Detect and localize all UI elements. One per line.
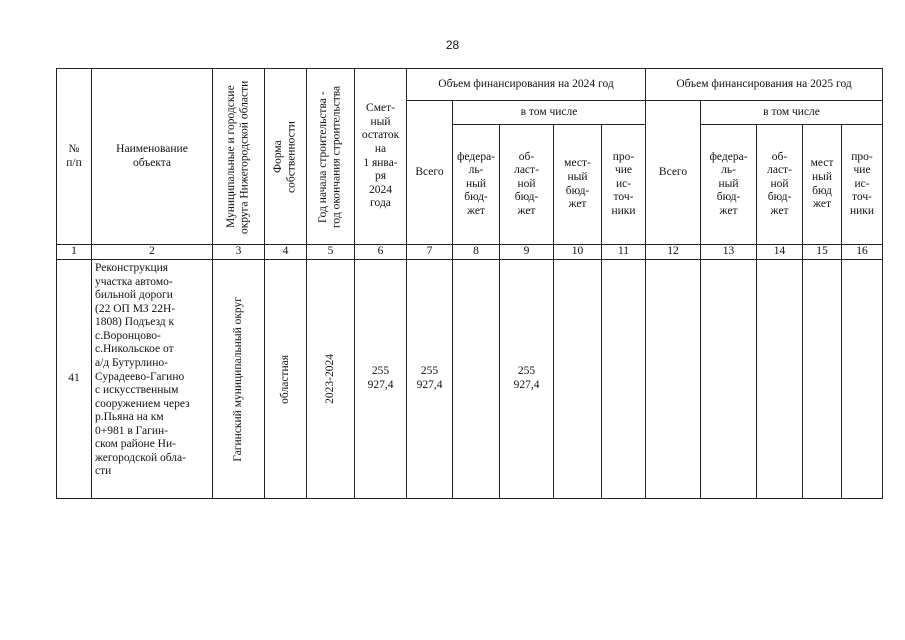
total-2024: 255 927,4: [407, 260, 453, 499]
header-regional-2025: об- ласт- ной бюд- жет: [757, 125, 803, 245]
column-numbers-row: [57, 245, 883, 260]
ownership: областная: [265, 260, 307, 499]
header-regional-2024: об- ласт- ной бюд- жет: [500, 125, 554, 245]
header-col-ownership: Форма собственности: [265, 69, 307, 245]
header-total-2024: Всего: [407, 101, 453, 245]
column-number: 9: [500, 245, 554, 260]
total-2025: [646, 260, 701, 499]
column-number: 15: [803, 245, 842, 260]
column-number: 13: [701, 245, 757, 260]
column-number: 6: [355, 245, 407, 260]
column-number: 7: [407, 245, 453, 260]
column-number: 16: [842, 245, 883, 260]
header-other-2025: про- чие ис- точ- ники: [842, 125, 883, 245]
table-row: [57, 260, 883, 499]
header-including-2025: в том числе: [701, 101, 883, 125]
header-col-name: Наименование объекта: [92, 69, 213, 245]
header-col-number: № п/п: [57, 69, 92, 245]
column-number: 11: [602, 245, 646, 260]
row-number: 41: [57, 260, 92, 499]
years: 2023-2024: [307, 260, 355, 499]
column-number: 14: [757, 245, 803, 260]
local-2024: [554, 260, 602, 499]
column-number: 4: [265, 245, 307, 260]
header-total-2025: Всего: [646, 101, 701, 245]
header-other-2024: про- чие ис- точ- ники: [602, 125, 646, 245]
column-number: 1: [57, 245, 92, 260]
other-2025: [842, 260, 883, 499]
financing-table: [56, 68, 883, 499]
header-including-2024: в том числе: [453, 101, 646, 125]
other-2024: [602, 260, 646, 499]
header-federal-2024: федера- ль- ный бюд- жет: [453, 125, 500, 245]
header-col-years: Год начала строительства - год окончания строительства: [307, 69, 355, 245]
district: Гагинский муниципальный округ: [213, 260, 265, 499]
federal-2024: [453, 260, 500, 499]
header-col-estimate: Смет- ный остаток на 1 янва- ря 2024 года: [355, 69, 407, 245]
header-federal-2025: федера- ль- ный бюд- жет: [701, 125, 757, 245]
local-2025: [803, 260, 842, 499]
column-number: 10: [554, 245, 602, 260]
header-local-2025: мест ный бюд жет: [803, 125, 842, 245]
column-number: 3: [213, 245, 265, 260]
header-local-2024: мест- ный бюд- жет: [554, 125, 602, 245]
column-number: 12: [646, 245, 701, 260]
column-number: 2: [92, 245, 213, 260]
header-group-2024: Объем финансирования на 2024 год: [407, 69, 646, 101]
header-group-2025: Объем финансирования на 2025 год: [646, 69, 883, 101]
regional-2024: 255 927,4: [500, 260, 554, 499]
column-number: 8: [453, 245, 500, 260]
regional-2025: [757, 260, 803, 499]
header-col-district: Муниципальные и городские округа Нижегородской области: [213, 69, 265, 245]
page-number: 28: [445, 38, 460, 52]
object-name: Реконструкция участка автомо- бильной дороги (22 ОП МЗ 22Н- 1808) Подъезд к с.Воронцово- с.Никольское от а/д Бутурлино- Сурадеево-Гагино с искусственным сооружением через р.Пьяна на км 0+981 в Гагин- ском районе Ни- жегородской обла- сти: [92, 260, 213, 499]
column-number: 5: [307, 245, 355, 260]
federal-2025: [701, 260, 757, 499]
estimate-balance: 255 927,4: [355, 260, 407, 499]
